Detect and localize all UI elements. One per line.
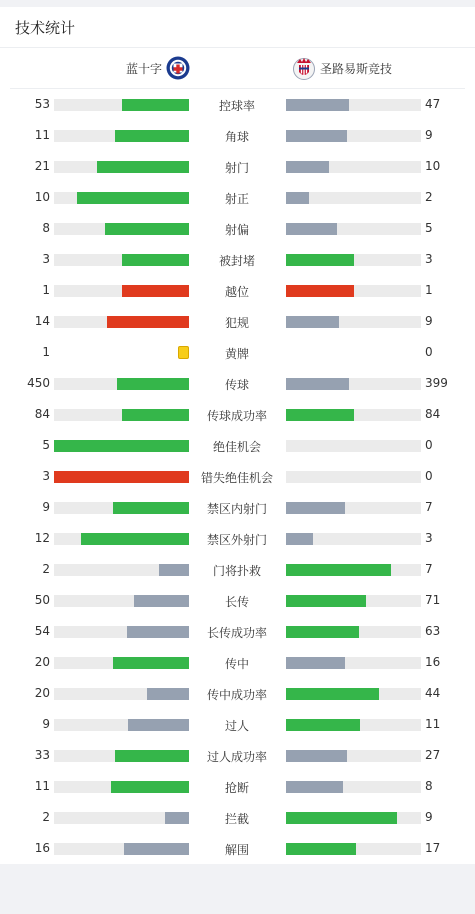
away-stat-value: 27 bbox=[425, 748, 441, 762]
card-title: 技术统计 bbox=[15, 18, 76, 37]
home-stat-bar-fill bbox=[127, 626, 189, 638]
away-stat-bar bbox=[286, 595, 421, 607]
home-team[interactable] bbox=[126, 56, 190, 80]
stat-row bbox=[0, 523, 475, 554]
home-stat-bar-fill bbox=[107, 316, 189, 328]
home-stat-bar bbox=[54, 409, 189, 421]
away-stat-value: 2 bbox=[425, 190, 433, 204]
home-stat-bar-fill bbox=[128, 719, 189, 731]
away-stat-value: 16 bbox=[425, 655, 441, 669]
stat-label: 射偏 bbox=[224, 223, 249, 237]
home-stat-bar bbox=[54, 502, 189, 514]
stat-row bbox=[0, 678, 475, 709]
stat-row bbox=[0, 585, 475, 616]
teams-row bbox=[10, 48, 465, 89]
away-stat-bar bbox=[286, 130, 421, 142]
home-stat-value: 8 bbox=[42, 221, 50, 235]
home-stat-value: 2 bbox=[42, 810, 50, 824]
stat-row bbox=[0, 244, 475, 275]
stat-row bbox=[0, 89, 475, 120]
home-stat-bar-fill bbox=[111, 781, 189, 793]
stat-row bbox=[0, 709, 475, 740]
home-stat-bar-fill bbox=[81, 533, 189, 545]
away-stat-bar bbox=[286, 99, 421, 111]
home-stat-bar-fill bbox=[124, 843, 189, 855]
yellow-card-icon bbox=[178, 346, 189, 359]
away-stat-bar-fill bbox=[286, 409, 354, 421]
away-stat-bar bbox=[286, 378, 421, 390]
away-stat-bar bbox=[286, 409, 421, 421]
away-stat-bar bbox=[286, 719, 421, 731]
away-stat-value: 0 bbox=[425, 345, 433, 359]
away-stat-bar bbox=[286, 688, 421, 700]
away-stat-bar bbox=[286, 161, 421, 173]
stat-row bbox=[0, 275, 475, 306]
home-stat-value: 1 bbox=[42, 283, 50, 297]
away-stat-bar bbox=[286, 285, 421, 297]
away-stat-bar bbox=[286, 471, 421, 483]
home-stat-value: 20 bbox=[34, 655, 50, 669]
home-stat-bar bbox=[54, 192, 189, 204]
away-stat-value: 71 bbox=[425, 593, 441, 607]
home-stat-bar-fill bbox=[113, 657, 189, 669]
away-stat-bar bbox=[286, 843, 421, 855]
stat-row bbox=[0, 554, 475, 585]
stat-label: 射门 bbox=[224, 161, 249, 175]
away-stat-bar bbox=[286, 533, 421, 545]
away-team[interactable] bbox=[292, 56, 392, 80]
home-stat-bar bbox=[54, 130, 189, 142]
home-stat-bar-fill bbox=[117, 378, 189, 390]
away-stat-bar bbox=[286, 657, 421, 669]
away-stat-value: 1 bbox=[425, 283, 433, 297]
home-stat-value: 11 bbox=[34, 128, 50, 142]
stat-label: 传中 bbox=[224, 657, 249, 671]
home-stat-bar-fill bbox=[165, 812, 189, 824]
home-stat-bar bbox=[54, 533, 189, 545]
stat-row bbox=[0, 740, 475, 771]
away-stat-value: 17 bbox=[425, 841, 441, 855]
home-stat-bar bbox=[54, 595, 189, 607]
stat-label: 射正 bbox=[224, 192, 249, 206]
away-stat-bar bbox=[286, 564, 421, 576]
away-stat-bar-fill bbox=[286, 378, 349, 390]
stat-label: 错失绝佳机会 bbox=[200, 471, 273, 485]
stat-label: 禁区内射门 bbox=[206, 502, 267, 516]
away-stat-bar bbox=[286, 626, 421, 638]
home-stat-bar-fill bbox=[113, 502, 189, 514]
away-stat-value: 11 bbox=[425, 717, 441, 731]
home-stat-bar bbox=[54, 750, 189, 762]
stat-label: 过人成功率 bbox=[206, 750, 267, 764]
stat-row bbox=[0, 833, 475, 864]
home-team-name: 蓝十字 bbox=[126, 61, 163, 76]
home-stat-bar bbox=[54, 688, 189, 700]
home-stat-bar-fill bbox=[54, 440, 189, 452]
stat-row bbox=[0, 151, 475, 182]
home-stat-bar bbox=[54, 812, 189, 824]
away-stat-value: 7 bbox=[425, 562, 433, 576]
away-stat-value: 3 bbox=[425, 252, 433, 266]
away-stat-bar-fill bbox=[286, 595, 366, 607]
stat-label: 门将扑救 bbox=[212, 564, 261, 578]
stat-label: 禁区外射门 bbox=[206, 533, 267, 547]
home-stat-bar-fill bbox=[115, 750, 189, 762]
away-stat-bar-fill bbox=[286, 812, 397, 824]
stat-label: 传球 bbox=[224, 378, 249, 392]
away-stat-bar bbox=[286, 502, 421, 514]
stat-row bbox=[0, 616, 475, 647]
stat-row bbox=[0, 120, 475, 151]
home-stat-bar bbox=[54, 161, 189, 173]
away-stat-value: 9 bbox=[425, 128, 433, 142]
away-stat-bar-fill bbox=[286, 719, 360, 731]
stat-row bbox=[0, 337, 475, 368]
home-stat-value: 21 bbox=[34, 159, 50, 173]
cruz-azul-logo-icon bbox=[166, 56, 190, 80]
stat-row bbox=[0, 182, 475, 213]
stat-label: 传球成功率 bbox=[206, 409, 267, 423]
home-stat-value: 14 bbox=[34, 314, 50, 328]
home-stat-value: 1 bbox=[42, 345, 50, 359]
home-stat-value: 9 bbox=[42, 500, 50, 514]
home-stat-bar-fill bbox=[147, 688, 189, 700]
home-stat-bar-fill bbox=[122, 99, 190, 111]
home-stat-value: 5 bbox=[42, 438, 50, 452]
away-stat-bar-fill bbox=[286, 781, 343, 793]
home-stat-bar-fill bbox=[122, 254, 190, 266]
away-stat-value: 9 bbox=[425, 810, 433, 824]
stat-row bbox=[0, 430, 475, 461]
away-stat-value: 9 bbox=[425, 314, 433, 328]
home-stat-bar-fill bbox=[54, 471, 189, 483]
away-stat-value: 47 bbox=[425, 97, 441, 111]
home-stat-value: 54 bbox=[34, 624, 50, 638]
home-stat-bar bbox=[54, 657, 189, 669]
away-stat-bar-fill bbox=[286, 223, 337, 235]
stats-card bbox=[0, 7, 475, 864]
home-stat-bar bbox=[54, 719, 189, 731]
stat-label: 控球率 bbox=[218, 99, 255, 113]
home-stat-bar bbox=[54, 285, 189, 297]
card-header bbox=[0, 7, 475, 48]
home-stat-value: 16 bbox=[34, 841, 50, 855]
home-stat-bar-fill bbox=[122, 285, 190, 297]
away-stat-value: 0 bbox=[425, 469, 433, 483]
stat-row bbox=[0, 771, 475, 802]
away-stat-bar-fill bbox=[286, 533, 313, 545]
away-stat-bar bbox=[286, 781, 421, 793]
home-stat-value: 3 bbox=[42, 469, 50, 483]
stat-row bbox=[0, 213, 475, 244]
away-stat-bar-fill bbox=[286, 316, 339, 328]
away-stat-value: 5 bbox=[425, 221, 433, 235]
home-stat-value: 53 bbox=[34, 97, 50, 111]
home-stat-bar bbox=[54, 378, 189, 390]
away-stat-value: 3 bbox=[425, 531, 433, 545]
away-stat-bar-fill bbox=[286, 657, 345, 669]
home-stat-value: 3 bbox=[42, 252, 50, 266]
home-stat-bar bbox=[54, 564, 189, 576]
stat-row bbox=[0, 647, 475, 678]
stat-label: 长传成功率 bbox=[206, 626, 267, 640]
away-stat-value: 399 bbox=[425, 376, 448, 390]
stat-label: 被封堵 bbox=[218, 254, 255, 268]
home-stat-bar-fill bbox=[77, 192, 189, 204]
home-stat-value: 33 bbox=[34, 748, 50, 762]
home-stat-value: 20 bbox=[34, 686, 50, 700]
stat-label: 越位 bbox=[224, 285, 249, 299]
stat-label: 角球 bbox=[224, 130, 249, 144]
home-stat-value: 12 bbox=[34, 531, 50, 545]
home-stat-bar-fill bbox=[115, 130, 189, 142]
away-stat-bar-fill bbox=[286, 750, 347, 762]
home-stat-bar bbox=[54, 843, 189, 855]
away-stat-value: 7 bbox=[425, 500, 433, 514]
away-stat-bar-fill bbox=[286, 564, 391, 576]
away-stat-value: 63 bbox=[425, 624, 441, 638]
home-stat-bar bbox=[54, 626, 189, 638]
home-stat-bar-fill bbox=[134, 595, 189, 607]
away-stat-value: 0 bbox=[425, 438, 433, 452]
home-stat-value: 450 bbox=[27, 376, 50, 390]
home-stat-bar bbox=[54, 440, 189, 452]
stat-label: 过人 bbox=[224, 719, 249, 733]
away-stat-bar bbox=[286, 223, 421, 235]
stat-row bbox=[0, 399, 475, 430]
away-stat-bar-fill bbox=[286, 843, 356, 855]
stat-row bbox=[0, 368, 475, 399]
atletico-san-luis-logo-icon bbox=[292, 56, 316, 80]
stat-label: 黄牌 bbox=[224, 347, 249, 361]
home-stat-value: 9 bbox=[42, 717, 50, 731]
stat-row bbox=[0, 802, 475, 833]
away-stat-bar-fill bbox=[286, 192, 309, 204]
stat-label: 绝佳机会 bbox=[212, 440, 261, 454]
home-stat-value: 11 bbox=[34, 779, 50, 793]
stat-label: 犯规 bbox=[224, 316, 249, 330]
home-stat-bar bbox=[54, 471, 189, 483]
home-stat-value: 50 bbox=[34, 593, 50, 607]
stat-label: 传中成功率 bbox=[206, 688, 267, 702]
stat-row bbox=[0, 461, 475, 492]
home-stat-bar bbox=[54, 223, 189, 235]
away-stat-bar-fill bbox=[286, 285, 354, 297]
away-stat-bar-fill bbox=[286, 254, 354, 266]
away-stat-bar bbox=[286, 750, 421, 762]
home-stat-value: 10 bbox=[34, 190, 50, 204]
away-stat-bar-fill bbox=[286, 161, 329, 173]
away-stat-bar-fill bbox=[286, 502, 345, 514]
away-stat-bar-fill bbox=[286, 130, 347, 142]
away-stat-bar bbox=[286, 254, 421, 266]
away-stat-bar-fill bbox=[286, 688, 379, 700]
home-stat-value: 84 bbox=[34, 407, 50, 421]
stats-list bbox=[0, 89, 475, 864]
home-stat-bar bbox=[54, 316, 189, 328]
away-stat-bar-fill bbox=[286, 626, 359, 638]
stat-row bbox=[0, 306, 475, 337]
home-stat-bar bbox=[54, 781, 189, 793]
home-stat-bar-fill bbox=[97, 161, 189, 173]
home-stat-bar bbox=[54, 99, 189, 111]
home-stat-bar-fill bbox=[122, 409, 190, 421]
stat-label: 长传 bbox=[224, 595, 249, 609]
away-stat-bar bbox=[286, 192, 421, 204]
stat-label: 拦截 bbox=[224, 812, 249, 826]
home-stat-bar bbox=[54, 254, 189, 266]
away-stat-bar bbox=[286, 440, 421, 452]
away-team-name: 圣路易斯竞技 bbox=[320, 61, 393, 76]
away-stat-value: 8 bbox=[425, 779, 433, 793]
away-stat-bar-fill bbox=[286, 99, 349, 111]
stat-label: 抢断 bbox=[224, 781, 249, 795]
home-stat-bar-fill bbox=[105, 223, 189, 235]
home-stat-value: 2 bbox=[42, 562, 50, 576]
home-stat-bar-fill bbox=[159, 564, 189, 576]
away-stat-value: 84 bbox=[425, 407, 441, 421]
away-stat-bar bbox=[286, 812, 421, 824]
away-stat-value: 44 bbox=[425, 686, 441, 700]
away-stat-bar bbox=[286, 316, 421, 328]
stat-row bbox=[0, 492, 475, 523]
away-stat-value: 10 bbox=[425, 159, 441, 173]
stat-label: 解围 bbox=[224, 843, 249, 857]
